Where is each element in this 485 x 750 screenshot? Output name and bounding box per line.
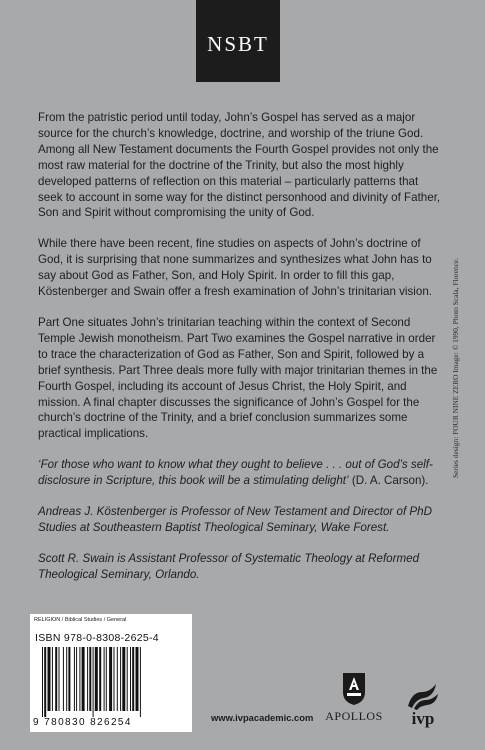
ivp-flame-icon bbox=[404, 682, 442, 710]
series-badge bbox=[196, 0, 280, 82]
apollos-wordmark: APOLLOS bbox=[325, 709, 383, 723]
author-bio: Scott R. Swain is Assistant Professor of Systematic Theology at Reformed Theological Seminary, Orlando. bbox=[38, 551, 420, 581]
ivp-wordmark: ivp bbox=[411, 709, 435, 728]
apollos-shield-icon bbox=[342, 672, 366, 706]
endorsement-quote: ‘For those who want to know what they ought to believe . . . out of God’s self-disclosure in Scripture, this book will be a stimulating delight’ bbox=[38, 458, 433, 488]
endorsement bbox=[38, 457, 444, 489]
endorsement-attribution: (D. A. Carson). bbox=[348, 474, 429, 488]
barcode-digits: 9 780830 826254 bbox=[33, 717, 132, 728]
description-paragraph: Part One situates John’s trinitarian teaching within the context of Second Temple Jewish monotheism. Part Two examines the Gospel narrative in order to trace the characterization of God as Father, Son and Spirit, followed by a brief synthesis. Part Three deals more fully with major trinitarian themes in the Fourth Gospel, including its account of Jesus Christ, the Holy Spirit, and mission. A final chapter discusses the significance of John’s Gospel for the church’s doctrine of the Trinity, and a brief conclusion summarizes some practical implications. bbox=[38, 315, 438, 441]
publisher-website: www.ivpacademic.com bbox=[211, 712, 314, 723]
barcode-panel bbox=[30, 614, 192, 732]
description-paragraph: From the patristic period until today, John’s Gospel has served as a major source for the church’s knowledge, doctrine, and worship of the triune God. Among all New Testament documents the Fourth Gospel provides not only the most raw material for the doctrine of the Trinity, but also the most highly developed patterns of reflection on this material – particularly patterns that seek to account in some way for the distinct personhood and divinity of Father, Son and Spirit without compromising the unity of God. bbox=[38, 111, 441, 220]
image-credits: Series design: FOUR NINE ZERO Image: © 1990, Photo Scala, Florence. bbox=[451, 257, 460, 478]
subject-category: RELIGION / Biblical Studies / General bbox=[34, 617, 127, 623]
back-cover-text bbox=[38, 110, 444, 598]
barcode bbox=[40, 647, 182, 717]
series-label: NSBT bbox=[207, 31, 269, 56]
ivp-logo bbox=[400, 682, 446, 734]
author-bio: Andreas J. Köstenberger is Professor of New Testament and Director of PhD Studies at Southeastern Baptist Theological Seminary, Wake Forest. bbox=[38, 505, 432, 534]
apollos-logo bbox=[322, 672, 386, 732]
isbn: ISBN 978-0-8308-2625-4 bbox=[35, 632, 159, 644]
description-paragraph: While there have been recent, fine studies on aspects of John’s doctrine of God, it is surprising that none summarizes and synthesizes what John has to say about God as Father, Son, and Holy Spirit. In order to fill this gap, Köstenberger and Swain offer a fresh examination of John’s trinitarian vision. bbox=[38, 237, 432, 299]
